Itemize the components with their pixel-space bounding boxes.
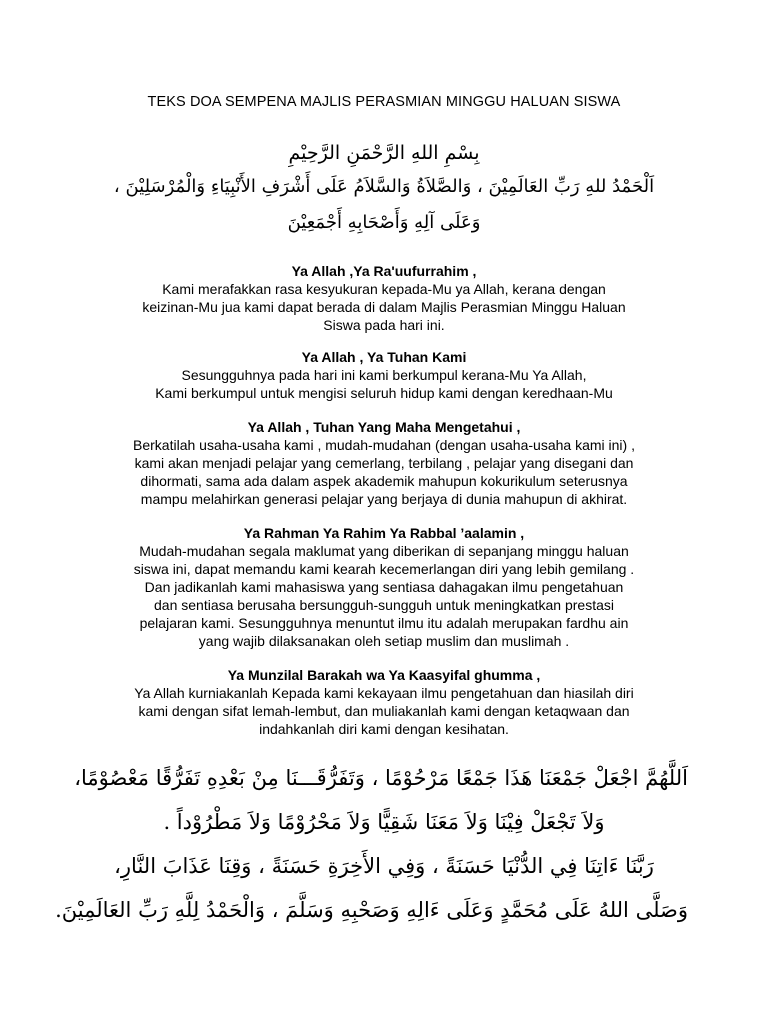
section-line: Dan jadikanlah kami mahasiswa yang sentiasa dahagakan ilmu pengetahuan — [144, 579, 624, 595]
section-heading: Ya Munzilal Barakah wa Ya Kaasyifal ghumma , — [227, 667, 541, 683]
section-line: Sesungguhnya pada hari ini kami berkumpul kerana-Mu Ya Allah, — [181, 367, 587, 383]
closing-line: اَللَّهُمَّ اجْعَلْ جَمْعَنَا هَذَا جَمْعًا مَرْحُوْمًا ، وَتَفَرُّقَـــنَا مِنْ بَعْدِهِ تَفَرُّقًا مَعْصُوْمًا، — [74, 766, 688, 790]
section-line: Ya Allah kurniakanlah Kepada kami kekayaan ilmu pengetahuan dan hiasilah diri — [134, 685, 634, 701]
section-line: mampu melahirkan generasi pelajar yang berjaya di dunia mahupun di akhirat. — [140, 491, 628, 507]
section-line: kami akan menjadi pelajar yang cemerlang, terbilang , pelajar yang disegani dan — [134, 455, 634, 471]
section-line: yang wajib dilaksanakan oleh setiap muslim dan muslimah . — [198, 633, 570, 649]
closing-line: وَلاَ تَجْعَلْ فِيْنَا وَلاَ مَعَنَا شَقِيًّا وَلاَ مَحْرُوْمًا وَلاَ مَطْرُوْداً . — [163, 810, 605, 834]
section-line: Mudah-mudahan segala maklumat yang diberikan di sepanjang minggu haluan — [139, 543, 629, 559]
prayer-section-2 — [90, 348, 678, 402]
opening-praise-line: اَلْحَمْدُ للهِ رَبِّ العَالَمِيْنَ ، وَالصَّلاَةُ وَالسَّلاَمُ عَلَى أَشْرَفِ الأَنْبِيَاءِ وَالْمُرْسَلِيْنَ ، — [113, 176, 655, 197]
prayer-section-5 — [90, 666, 678, 738]
basmalah-line: بِسْمِ اللهِ الرَّحْمَنِ الرَّحِيْمِ — [288, 142, 480, 164]
section-heading: Ya Allah , Ya Tuhan Kami — [301, 349, 467, 365]
section-heading: Ya Allah , Tuhan Yang Maha Mengetahui , — [247, 419, 521, 435]
closing-line: رَبَّنَا ءَاتِنَا فِي الدُّنْيَا حَسَنَةً ، وَفِي الأَخِرَةِ حَسَنَةً ، وَقِنَا عَذَابَ النَّارِ، — [114, 854, 654, 878]
section-line: kami dengan sifat lemah-lembut, dan muliakanlah kami dengan ketaqwaan dan — [138, 703, 630, 719]
closing-line: وَصَلَّى اللهُ عَلَى مُحَمَّدٍ وَعَلَى ءَالِهِ وَصَحْبِهِ وَسَلَّمَ ، وَالْحَمْدُ لِلَّهِ رَبِّ العَالَمِيْنَ. — [55, 898, 688, 922]
prayer-section-3 — [90, 418, 678, 508]
document-title: TEKS DOA SEMPENA MAJLIS PERASMIAN MINGGU HALUAN SISWA — [147, 94, 621, 110]
section-line: Berkatilah usaha-usaha kami , mudah-mudahan (dengan usaha-usaha kami ini) , — [133, 437, 635, 453]
section-line: indahkanlah diri kami dengan kesihatan. — [259, 721, 509, 737]
opening-salutation-line: وَعَلَى آلِهِ وَأَصْحَابِهِ أَجْمَعِيْنَ — [287, 212, 481, 233]
section-heading: Ya Rahman Ya Rahim Ya Rabbal ’aalamin , — [243, 525, 525, 541]
section-line: keizinan-Mu jua kami dapat berada di dalam Majlis Perasmian Minggu Haluan — [142, 299, 626, 315]
section-line: dihormati, sama ada dalam aspek akademik mahupun kokurikulum seterusnya — [140, 473, 628, 489]
section-line: dan sentiasa berusaha bersungguh-sungguh untuk meningkatkan prestasi — [154, 597, 614, 613]
closing-arabic-prayer — [55, 756, 688, 932]
prayer-section-1 — [90, 262, 678, 334]
section-line: Siswa pada hari ini. — [323, 317, 445, 333]
section-line: siswa ini, dapat memandu kami kearah kecemerlangan diri yang lebih gemilang . — [133, 561, 635, 577]
section-line: pelajaran kami. Sesungguhnya menuntut ilmu itu adalah merupakan fardhu ain — [139, 615, 629, 631]
section-line: Kami merafakkan rasa kesyukuran kepada-Mu ya Allah, kerana dengan — [162, 281, 606, 297]
section-heading: Ya Allah ,Ya Ra'uufurrahim , — [291, 263, 477, 279]
prayer-section-4 — [90, 524, 678, 650]
section-line: Kami berkumpul untuk mengisi seluruh hidup kami dengan keredhaan-Mu — [155, 385, 613, 401]
